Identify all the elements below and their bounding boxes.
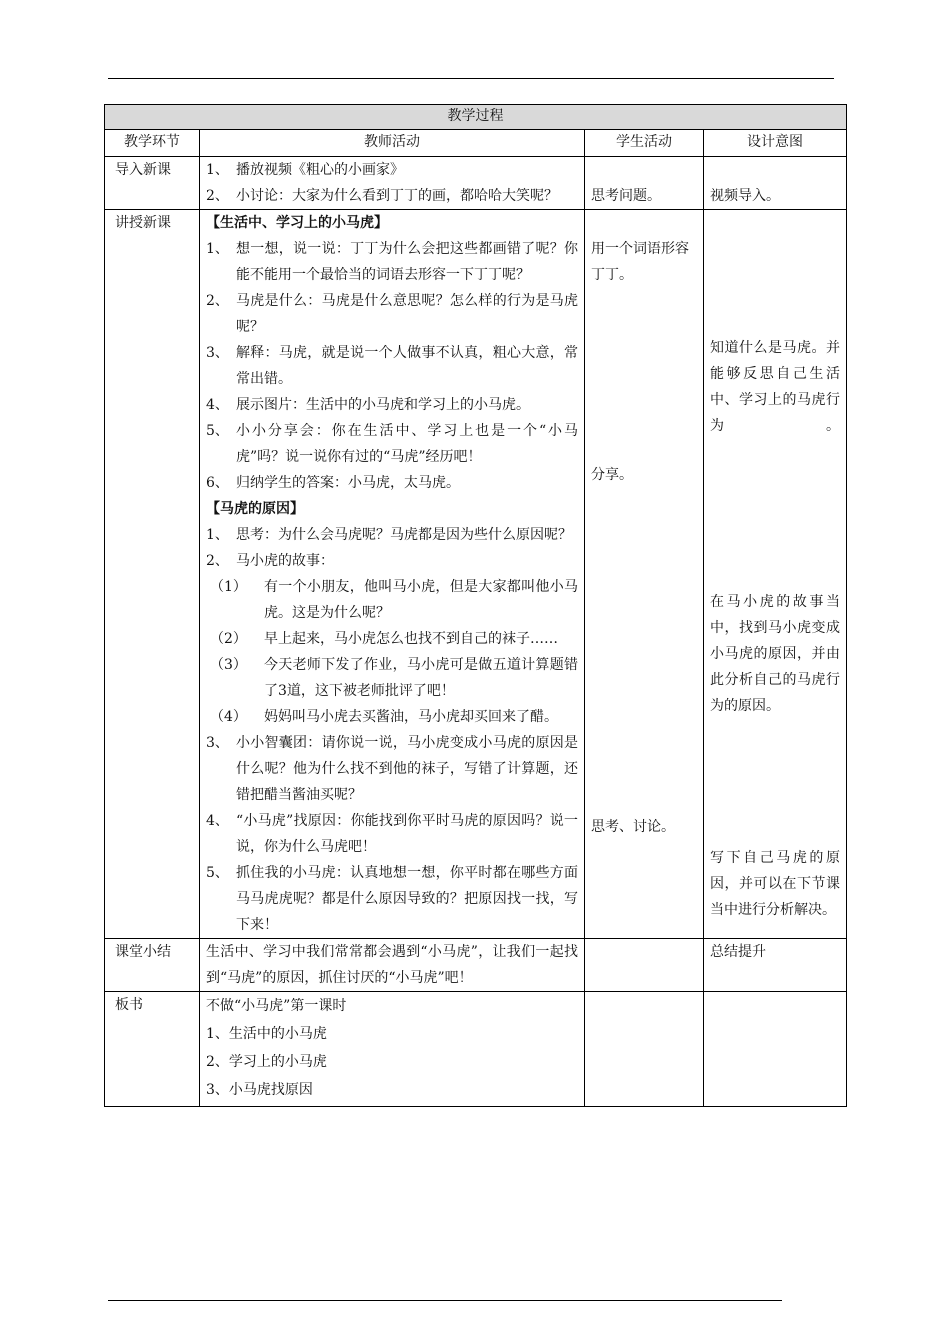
story-item: （1） 有一个小朋友，他叫马小虎，但是大家都叫他小马虎。这是为什么呢？ [210,579,578,621]
col-header-stage: 教学环节 [105,130,200,157]
intent-note-3: 写下自己马虎的原因，并可以在下节课当中进行分析解决。 [710,850,840,918]
list-item: 2、 马小虎的故事： [206,553,334,569]
stage-teach: 讲授新课 [105,210,200,939]
intent-note-1: 知道什么是马虎。并能够反思自己生活中、学习上的马虎行为。 [710,340,840,434]
story-item: （2） 早上起来，马小虎怎么也找不到自己的袜子…… [210,631,558,647]
lesson-process-table [104,104,847,1107]
col-header-student: 学生活动 [585,130,704,157]
row-teach [105,210,847,939]
section-title-1: 【生活中、学习上的小马虎】 [206,215,388,231]
row-board [105,992,847,1107]
intent-teach [704,210,847,939]
list-item: 2、 马虎是什么：马虎是什么意思呢？怎么样的行为是马虎呢？ [206,293,578,335]
intent-summary: 总结提升 [704,939,847,992]
board-line: 3、小马虎找原因 [206,1082,313,1098]
stage-summary: 课堂小结 [105,939,200,992]
list-item: 1、 思考：为什么会马虎呢？马虎都是因为些什么原因呢？ [206,527,572,543]
student-summary [585,939,704,992]
student-note-3: 思考、讨论。 [591,819,675,835]
student-teach [585,210,704,939]
teacher-summary: 生活中、学习中我们常常都会遇到“小马虎”，让我们一起找到“马虎”的原因，抓住讨厌的“小马虎”吧！ [200,939,585,992]
row-summary [105,939,847,992]
stage-board: 板书 [105,992,200,1107]
table-title: 教学过程 [105,105,847,130]
intent-board [704,992,847,1107]
table-title-row [105,105,847,130]
list-item: 2、 小讨论：大家为什么看到丁丁的画，都哈哈大笑呢？ [206,188,558,204]
board-line: 1、生活中的小马虎 [206,1026,327,1042]
student-intro: 思考问题。 [585,157,704,210]
board-line: 不做“小马虎”第一课时 [206,998,347,1014]
header-rule [108,78,834,79]
list-item: 1、 播放视频《粗心的小画家》 [206,162,404,178]
student-board [585,992,704,1107]
board-content [200,992,585,1107]
story-item: （3） 今天老师下发了作业，马小虎可是做五道计算题错了3道，这下被老师批评了吧！ [210,657,578,699]
list-item: 4、 展示图片：生活中的小马虎和学习上的小马虎。 [206,397,530,413]
footer-rule [108,1300,782,1301]
list-item: 6、 归纳学生的答案：小马虎，太马虎。 [206,475,460,491]
row-intro [105,157,847,210]
column-header-row [105,130,847,157]
student-note-2: 分享。 [591,467,633,483]
list-item: 5、 抓住我的小马虎：认真地想一想，你平时都在哪些方面马马虎虎呢？都是什么原因导致的？把原因找一找，写下来！ [206,865,578,933]
teacher-intro [200,157,585,210]
section-title-2: 【马虎的原因】 [206,501,304,517]
intent-note-2: 在马小虎的故事当中，找到马小虎变成小马虎的原因，并由此分析自己的马虎行为的原因。 [710,594,840,714]
list-item: 4、 “小马虎”找原因：你能找到你平时马虎的原因吗？说一说，你为什么马虎吧！ [206,813,578,855]
teacher-teach [200,210,585,939]
col-header-teacher: 教师活动 [200,130,585,157]
story-item: （4） 妈妈叫马小虎去买酱油，马小虎却买回来了醋。 [210,709,558,725]
col-header-intent: 设计意图 [704,130,847,157]
list-item: 3、 小小智囊团：请你说一说，马小虎变成小马虎的原因是什么呢？他为什么找不到他的袜子，写错了计算题，还错把醋当酱油买呢？ [206,735,578,803]
list-item: 1、 想一想，说一说：丁丁为什么会把这些都画错了呢？你能不能用一个最恰当的词语去形容一下丁丁呢？ [206,241,578,283]
board-line: 2、学习上的小马虎 [206,1054,327,1070]
list-item: 5、 小小分享会：你在生活中、学习上也是一个“小马虎”吗？说一说你有过的“马虎”经历吧！ [206,423,578,465]
stage-intro: 导入新课 [105,157,200,210]
intent-intro: 视频导入。 [704,157,847,210]
student-note-1: 用一个词语形容丁丁。 [591,241,689,283]
list-item: 3、 解释：马虎，就是说一个人做事不认真，粗心大意，常常出错。 [206,345,578,387]
